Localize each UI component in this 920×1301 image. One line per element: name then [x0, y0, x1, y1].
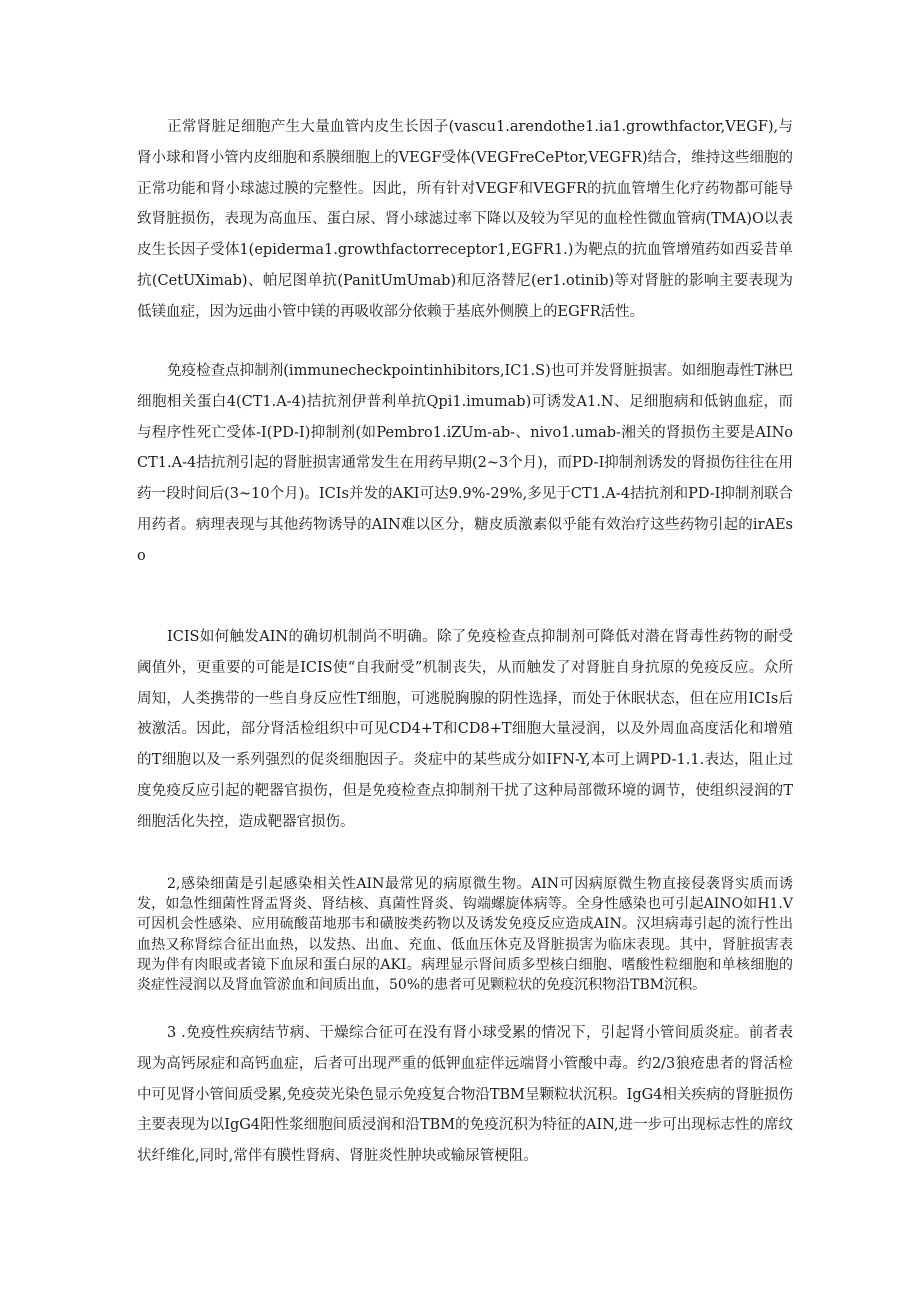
paragraph-ici-mechanism: ICIS如何触发AIN的确切机制尚不明确。除了免疫检查点抑制剂可降低对潜在肾毒性药物的耐受阈值外，更重要的可能是ICIS使“自我耐受”机制丧失，从而触发了对肾脏自身抗原的免疫反应。众所周知，人类携带的一些自身反应性T细胞，可逃脱胸腺的阴性选择，而处于休眠状态，但在应用ICIs后被激活。因此，部分肾活检组织中可见CD4+T和CD8+T细胞大量浸润，以及外周血高度活化和增殖的T细胞以及一系列强烈的促炎细胞因子。炎症中的某些成分如IFN-Y,本可上调PD-1.1.表达，阻止过度免疫反应引起的靶器官损伤，但是免疫检查点抑制剂干扰了这种局部微环境的调节，使组织浸润的T细胞活化失控，造成靶器官损伤。 — [137, 629, 793, 830]
paragraph-infection-ain: 2,感染细菌是引起感染相关性AIN最常见的病原微生物。AIN可因病原微生物直接侵袭肾实质而诱发，如急性细菌性肾盂肾炎、肾结核、真菌性肾炎、钩端螺旋体病等。全身性感染也可引起AINO如H1.V可因机会性感染、应用硫酸苗地那韦和磺胺类药物以及诱发免疫反应造成AIN。汉坦病毒引起的流行性出血热又称肾综合征出血热，以发热、出血、充血、低血压休克及肾脏损害为临床表现。其中，肾脏损害表现为伴有肉眼或者镜下血尿和蛋白尿的AKI。病理显示肾间质多型核白细胞、嗜酸性粒细胞和单核细胞的炎症性浸润以及肾血管淤血和间质出血，50%的患者可见颗粒状的免疫沉积物沿TBM沉积。 — [137, 876, 793, 994]
paragraph-checkpoint-inhibitors: 免疫检查点抑制剂(immunecheckpointinhibitors,IC1.S)也可并发肾脏损害。如细胞毒性T淋巴细胞相关蛋白4(CT1.A-4)拮抗剂伊普利单抗Qpi1.imumab)可诱发A1.N、足细胞病和低钠血症，而与程序性死亡受体-I(PD-I)抑制剂(如Pembro1.iZUm-ab-、nivo1.umab-湘关的肾损伤主要是AINoCT1.A-4拮抗剂引起的肾脏损害通常发生在用药早期(2~3个月)，而PD-I抑制剂诱发的肾损伤往往在用药一段时间后(3~10个月)。ICIs并发的AKI可达9.9%-29%,多见于CT1.A-4拮抗剂和PD-I抑制剂联合用药者。病理表现与其他药物诱导的AIN难以区分，糖皮质激素似乎能有效治疗这些药物引起的irAEso — [137, 363, 793, 564]
paragraph-immune-disease-ain: 3 .免疫性疾病结节病、干燥综合征可在没有肾小球受累的情况下，引起肾小管间质炎症。前者表现为高钙尿症和高钙血症，后者可出现严重的低钾血症伴远端肾小管酸中毒。约2/3狼疮患者的肾活检中可见肾小管间质受累,免疫荧光染色显示免疫复合物沿TBM呈颗粒状沉积。IgG4相关疾病的肾脏损伤主要表现为以IgG4阳性浆细胞间质浸润和沿TBM的免疫沉积为特征的AIN,进一步可出现标志性的席纹状纤维化,同时,常伴有膜性肾病、肾脏炎性肿块或输尿管梗阻。 — [137, 1025, 793, 1165]
paragraph-vegf-nephrotoxicity: 正常肾脏足细胞产生大量血管内皮生长因子(vascu1.arendothe1.ia1.growthfactor,VEGF),与肾小球和肾小管内皮细胞和系膜细胞上的VEGF受体(VEGFreCePtor,VEGFR)结合，维持这些细胞的正常功能和肾小球滤过膜的完整性。因此，所有针对VEGF和VEGFR的抗血管增生化疗药物都可能导致肾脏损伤，表现为高血压、蛋白尿、肾小球滤过率下降以及较为罕见的血栓性微血管病(TMA)O以表皮生长因子受体1(epiderma1.growthfactorreceptor1,EGFR1.)为靶点的抗血管增殖药如西妥昔单抗(CetUXimab)、帕尼图单抗(PanitUmUmab)和厄洛替尼(er1.otinib)等对肾脏的影响主要表现为低镁血症，因为远曲小管中镁的再吸收部分依赖于基底外侧膜上的EGFR活性。 — [137, 119, 793, 320]
